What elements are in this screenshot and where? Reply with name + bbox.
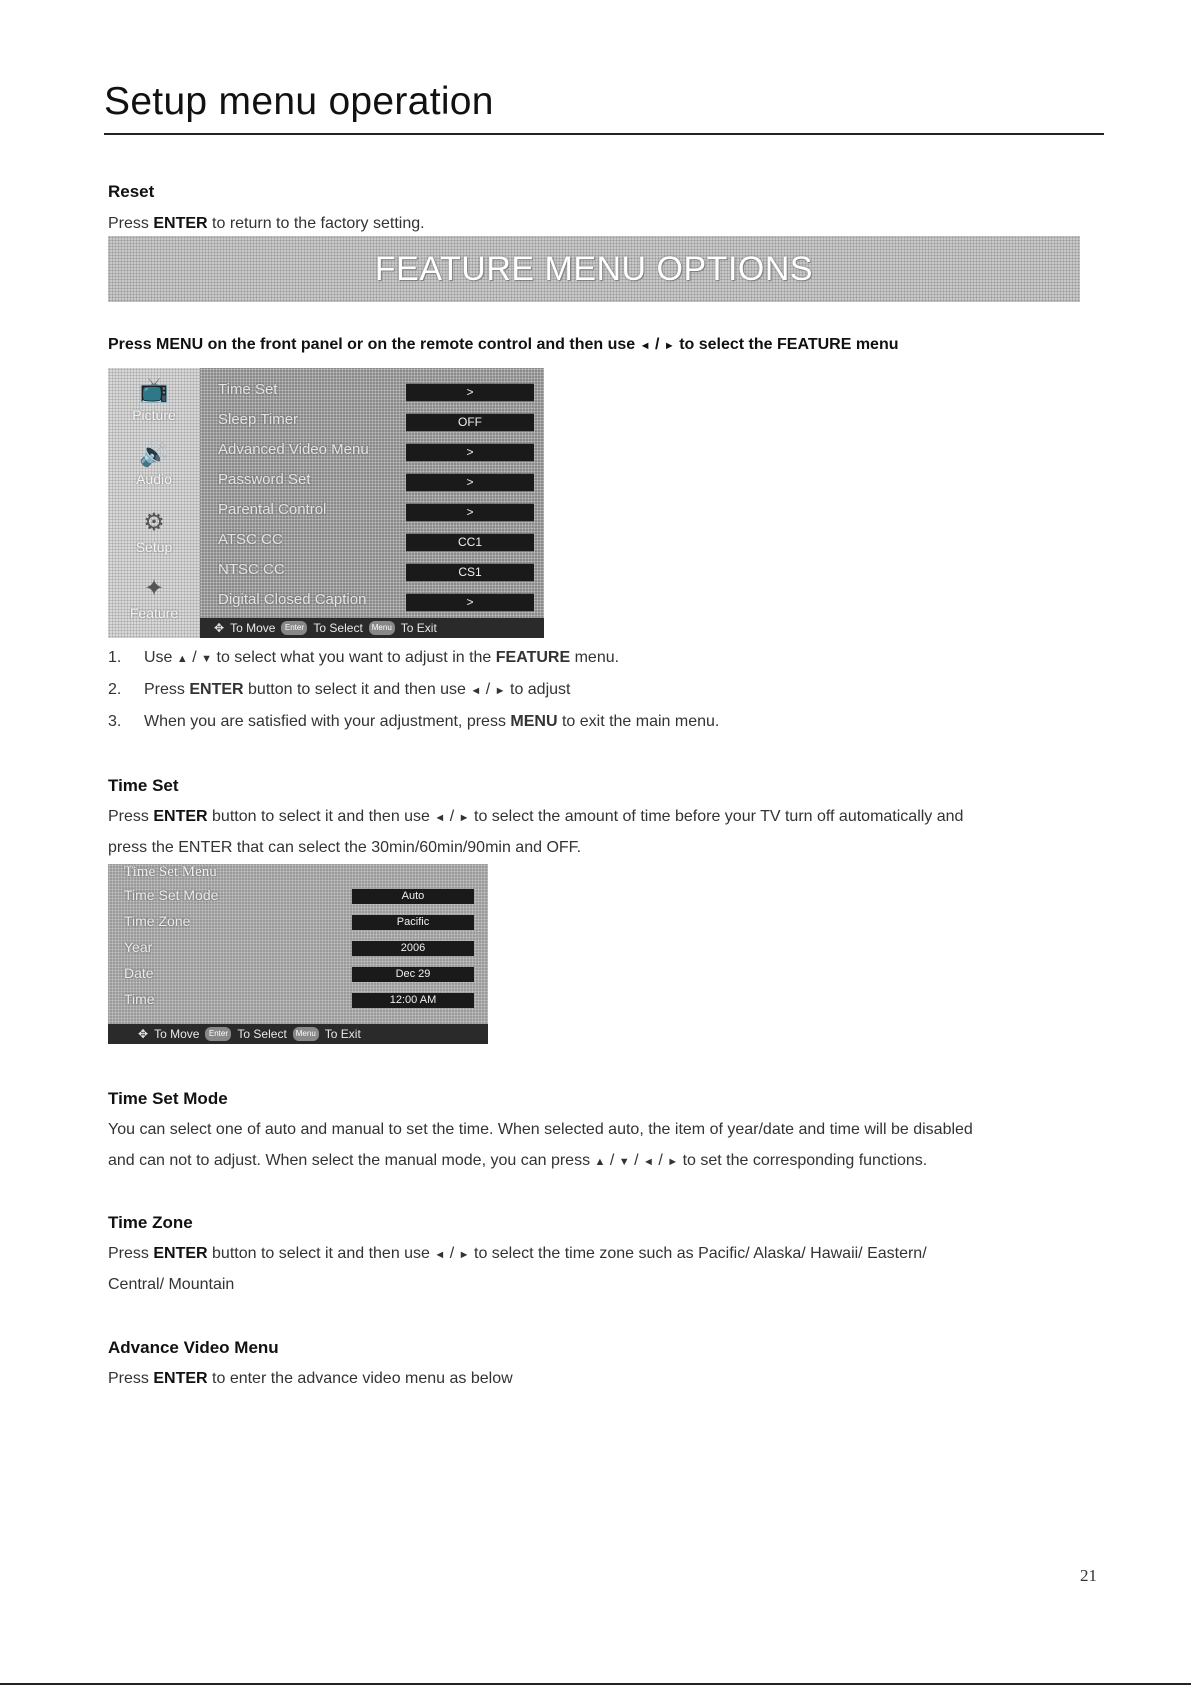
osd-row: Digital Closed Caption > xyxy=(200,586,544,616)
left-arrow-icon: ◄ xyxy=(470,685,482,697)
advance-video-heading: Advance Video Menu xyxy=(108,1338,279,1357)
feature-intro: Press MENU on the front panel or on the remote control and then use ◄ / ► to select the FEATURE menu xyxy=(108,336,899,353)
osd-row: Parental Control > xyxy=(200,496,544,526)
osd-row: Time Set Mode Auto xyxy=(108,884,488,910)
down-arrow-icon: ▼ xyxy=(618,1156,630,1168)
navigation-icon: ✥ xyxy=(138,1027,149,1041)
left-arrow-icon: ◄ xyxy=(434,1249,446,1261)
osd-row: Date Dec 29 xyxy=(108,962,488,988)
advance-video-text: Press ENTER to enter the advance video menu as below xyxy=(108,1370,513,1387)
sidebar-item-picture: 📺 Picture xyxy=(108,376,200,423)
up-arrow-icon: ▲ xyxy=(594,1156,606,1168)
reset-heading: Reset xyxy=(108,182,155,201)
osd-row: Sleep Timer OFF xyxy=(200,406,544,436)
osd-sidebar xyxy=(108,368,200,638)
time-set-text-line2: press the ENTER that can select the 30min/60min/90min and OFF. xyxy=(108,839,582,856)
osd-footer: ✥ To Move Enter To Select Menu To Exit xyxy=(108,1024,488,1044)
enter-key-icon: Enter xyxy=(281,621,307,635)
left-arrow-icon: ◄ xyxy=(434,812,446,824)
right-arrow-icon: ► xyxy=(458,812,470,824)
right-arrow-icon: ► xyxy=(663,340,675,352)
feature-menu-banner xyxy=(108,236,1080,302)
down-arrow-icon: ▼ xyxy=(201,653,213,665)
osd-main-panel xyxy=(200,368,544,618)
right-arrow-icon: ► xyxy=(458,1249,470,1261)
right-arrow-icon: ► xyxy=(667,1156,679,1168)
osd-footer: ✥ To Move Enter To Select Menu To Exit xyxy=(200,618,544,638)
osd-row: Password Set > xyxy=(200,466,544,496)
time-set-mode-heading: Time Set Mode xyxy=(108,1089,228,1108)
feature-icon: ✦ xyxy=(143,575,165,602)
enter-key-icon: Enter xyxy=(205,1027,231,1041)
reset-text: Press ENTER to return to the factory setting. xyxy=(108,215,425,232)
setup-icon: ⚙ xyxy=(143,509,165,536)
instruction-steps xyxy=(108,642,719,738)
menu-key-icon: Menu xyxy=(293,1027,319,1041)
time-set-text-line1: Press ENTER button to select it and then use ◄ / ► to select the amount of time before your TV turn off automatically and xyxy=(108,808,964,825)
osd-row: Time Set > xyxy=(200,376,544,406)
tv-icon: 📺 xyxy=(139,377,169,404)
time-set-menu-screenshot xyxy=(108,864,488,1044)
osd-row: NTSC CC CS1 xyxy=(200,556,544,586)
osd-row: Time 12:00 AM xyxy=(108,988,488,1014)
speaker-icon: 🔊 xyxy=(139,441,169,468)
time-set-mode-text-line2: and can not to adjust. When select the manual mode, you can press ▲ / ▼ / ◄ / ► to set the corresponding functions. xyxy=(108,1152,928,1169)
right-arrow-icon: ► xyxy=(494,685,506,697)
left-arrow-icon: ◄ xyxy=(643,1156,654,1168)
up-arrow-icon: ▲ xyxy=(176,653,188,665)
menu-key-icon: Menu xyxy=(369,621,395,635)
feature-menu-screenshot xyxy=(108,368,544,638)
banner-title: FEATURE MENU OPTIONS xyxy=(374,249,814,288)
title-rule xyxy=(104,133,1104,135)
list-item: 1. Use ▲ / ▼ to select what you want to adjust in the FEATURE menu. xyxy=(108,649,620,666)
time-zone-text-line2: Central/ Mountain xyxy=(108,1276,235,1293)
page-number: 21 xyxy=(1080,1566,1097,1585)
left-arrow-icon: ◄ xyxy=(639,340,651,352)
time-set-heading: Time Set xyxy=(108,776,179,795)
navigation-icon: ✥ xyxy=(214,621,225,635)
sidebar-item-audio: 🔊 Audio xyxy=(108,440,200,487)
time-zone-heading: Time Zone xyxy=(108,1213,193,1232)
osd-row: Advanced Video Menu > xyxy=(200,436,544,466)
page-title: Setup menu operation xyxy=(104,80,494,123)
osd-row: Time Zone Pacific xyxy=(108,910,488,936)
list-item: 2. Press ENTER button to select it and then use ◄ / ► to adjust xyxy=(108,681,571,698)
list-item: 3. When you are satisfied with your adjustment, press MENU to exit the main menu. xyxy=(108,713,720,730)
osd-row: Year 2006 xyxy=(108,936,488,962)
sidebar-item-setup: ⚙ Setup xyxy=(108,508,200,555)
osd-row: ATSC CC CC1 xyxy=(200,526,544,556)
osd-title: Time Set Menu xyxy=(124,864,217,880)
time-set-mode-text-line1: You can select one of auto and manual to set the time. When selected auto, the item of year/date and time will be disabled xyxy=(108,1121,973,1138)
time-zone-text-line1: Press ENTER button to select it and then use ◄ / ► to select the time zone such as Pacific/ Alaska/ Hawaii/ Eastern/ xyxy=(108,1245,927,1262)
sidebar-item-feature: ✦ Feature xyxy=(108,574,200,621)
